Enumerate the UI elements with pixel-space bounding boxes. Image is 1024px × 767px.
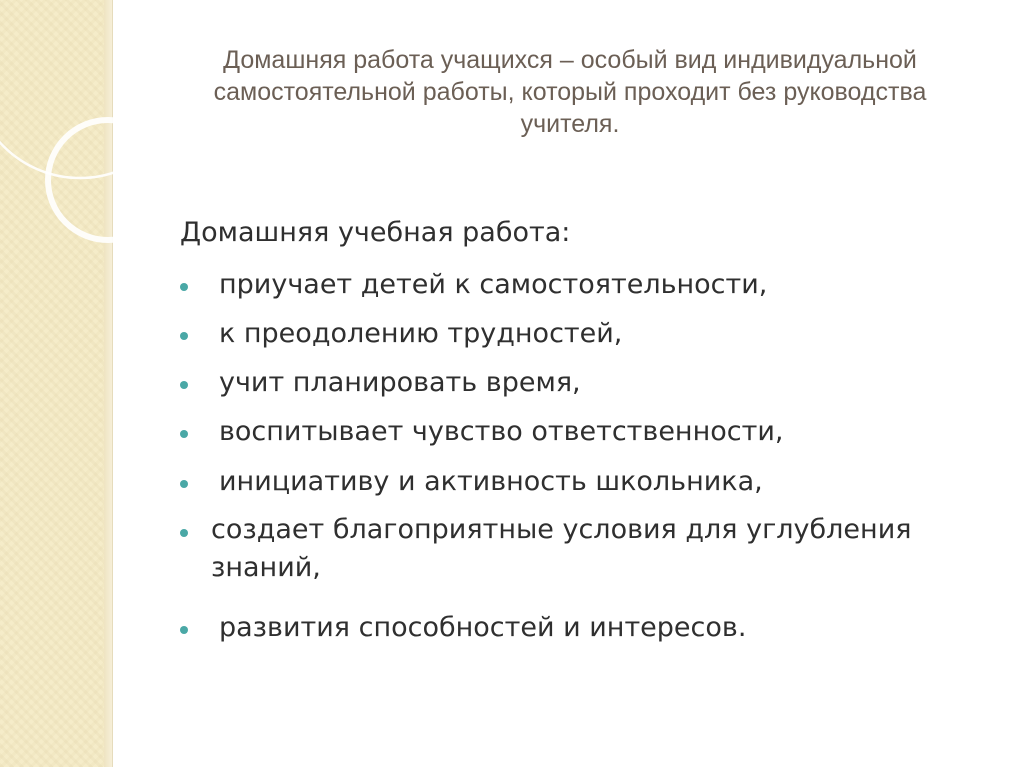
bullet-item-text: развития способностей и интересов. xyxy=(219,612,747,643)
bullet-dot xyxy=(180,430,188,438)
bullet-item-text: к преодолению трудностей, xyxy=(219,318,623,349)
bullet-dot xyxy=(180,480,188,488)
intro-text: Домашняя учебная работа: xyxy=(180,217,571,248)
small-decorative-circle xyxy=(48,120,168,240)
slide-title xyxy=(180,44,960,140)
title-line-3: учителя. xyxy=(520,110,620,138)
title-line-1: Домашняя работа учащихся – особый вид индивидуальной xyxy=(223,46,917,74)
bullet-item-text: инициативу и активность школьника, xyxy=(219,466,763,497)
bullet-item-text: приучает детей к самостоятельности, xyxy=(219,269,768,300)
bullet-item-text: воспитывает чувство ответственности, xyxy=(219,416,784,447)
bullet-dot xyxy=(180,529,188,537)
bullet-item-text: учит планировать время, xyxy=(219,367,581,398)
decorative-circles xyxy=(0,0,200,260)
bullet-dot xyxy=(180,381,188,389)
bullet-dot xyxy=(180,283,188,291)
title-line-2: самостоятельной работы, который проходит без руководства xyxy=(213,78,927,106)
bullet-dot xyxy=(180,626,188,634)
bullet-dot xyxy=(180,332,188,340)
bullet-item-text: создает благоприятные условия для углубления знаний, xyxy=(211,514,912,583)
